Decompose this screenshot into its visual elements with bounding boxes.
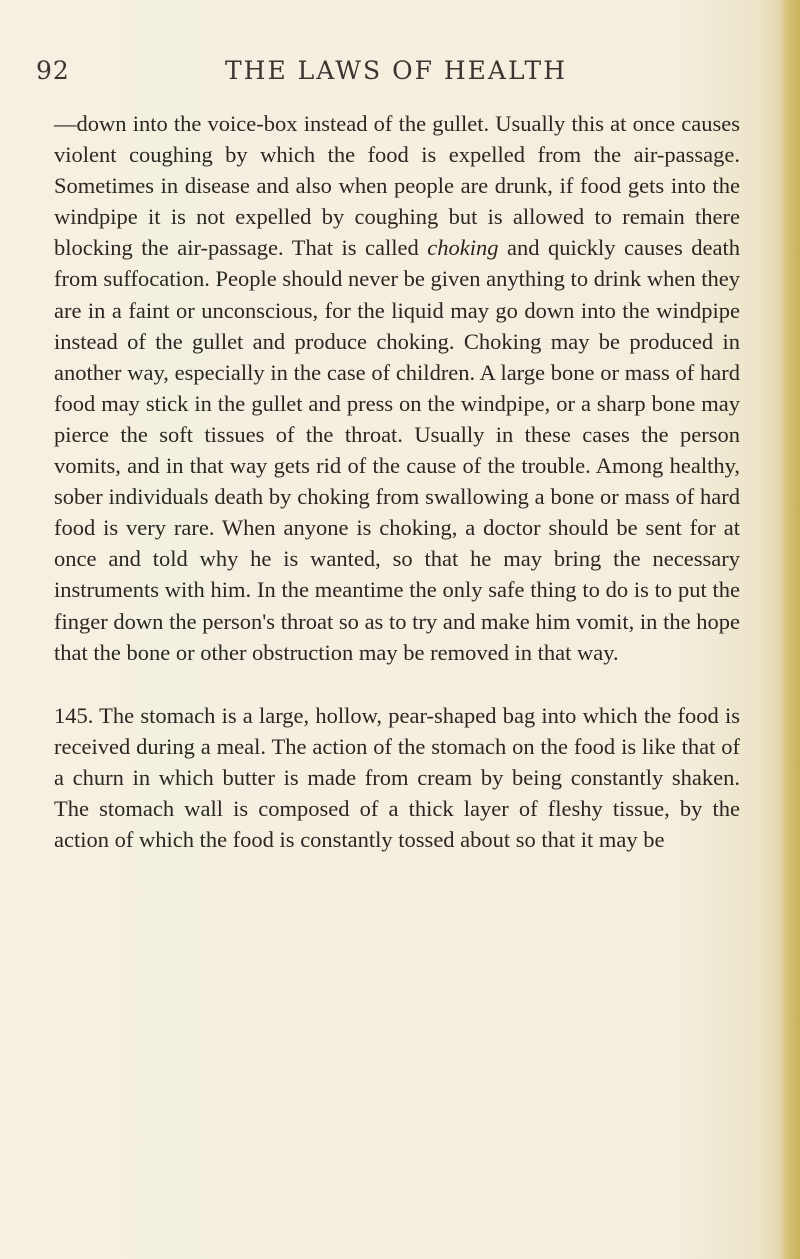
paragraph-text-end: and quickly causes death from suffocation. People should never be given anything to drink when they are in a faint or unconscious, for the liquid may go down into the windpipe instead of the gullet and produce choking. Choking may be produced in another way, especially in the case of children. A large bone or mass of hard food may stick in the gullet and press on the windpipe, or a sharp bone may pierce the soft tissues of the throat. Usually in these cases the person vomits, and in that way gets rid of the cause of the trouble. Among healthy, sober individuals death by choking from swallowing a bone or mass of hard food is very rare. When anyone is choking, a doctor should be sent for at once and told why he is wanted, so that he may bring the necessary instruments with him. In the meantime the only safe thing to do is to put the finger down the person's throat so as to try and make him vomit, in the hope that the bone or other obstruction may be removed in that way. — [54, 235, 740, 665]
paragraph-text: The stomach is a large, hollow, pear-shaped bag into which the food is received during a meal. The action of the stomach on the food is like that of a churn in which butter is made from cream by being constantly shaken. The stomach wall is composed of a thick layer of fleshy tissue, by the action of which the food is constantly tossed about so that it may be — [54, 702, 740, 853]
page-edge — [780, 0, 800, 1259]
paragraph-choking — [54, 108, 740, 668]
body-text — [54, 108, 740, 855]
running-title: THE LAWS OF HEALTH — [224, 56, 568, 85]
paragraph-stomach — [54, 700, 740, 855]
page-header — [36, 56, 746, 96]
page-number: 92 — [36, 56, 70, 85]
paragraph-text-start: —down into the voice-box instead of the gullet. Usually this at once causes violent coughing by which the food is expelled from the air-passage. Sometimes in disease and also when people are drunk, if food gets into the windpipe it is not expelled by coughing but is allowed to remain there blocking the air-passage. That is called — [54, 111, 740, 261]
emphasized-term: choking — [427, 235, 499, 261]
section-number: 145. — [54, 702, 94, 728]
